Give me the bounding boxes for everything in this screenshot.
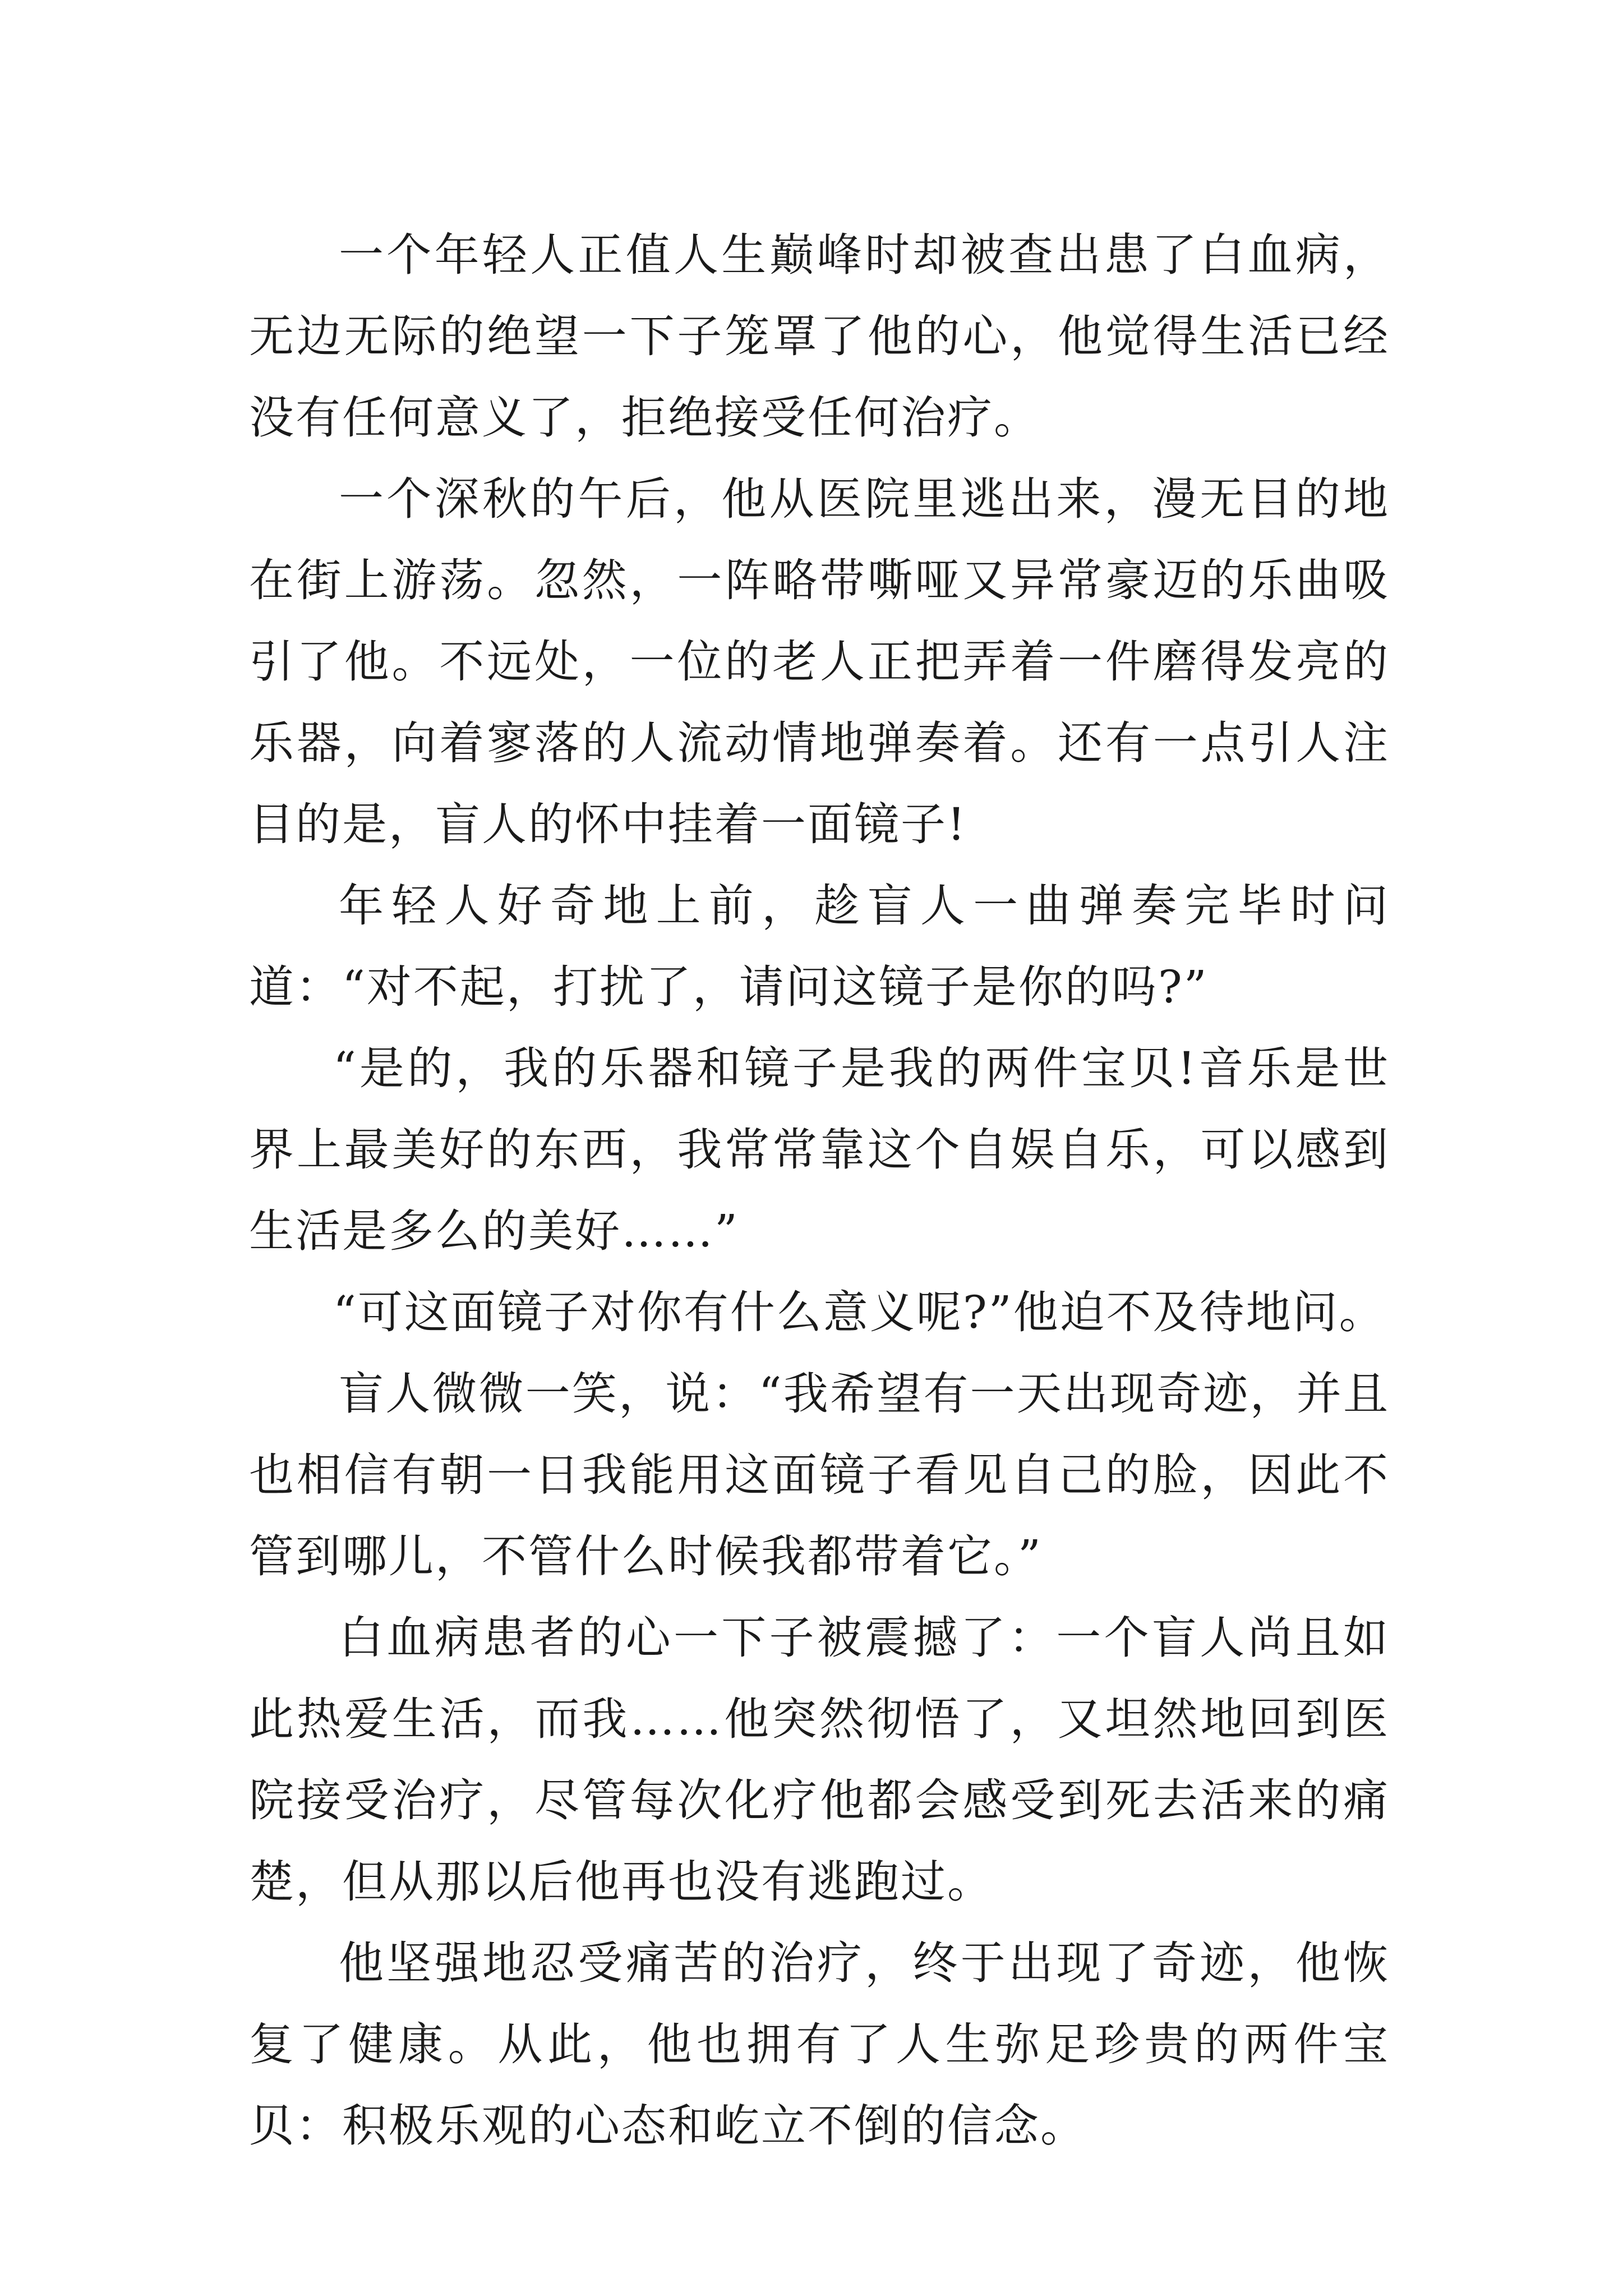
paragraph-6: 盲人微微一笑，说：“我希望有一天出现奇迹，并且也相信有朝一日我能用这面镜子看见自己的脸，因此不管到哪儿，不管什么时候我都带着它。” — [249, 1368, 1390, 1582]
document-body — [249, 214, 1390, 2166]
paragraph-4: “是的，我的乐器和镜子是我的两件宝贝!音乐是世界上最美好的东西，我常常靠这个自娱自乐，可以感到生活是多么的美好……” — [249, 1042, 1390, 1257]
paragraph-3: 年轻人好奇地上前，趁盲人一曲弹奏完毕时问道：“对不起，打扰了，请问这镜子是你的吗?” — [249, 880, 1390, 1013]
paragraph-2: 一个深秋的午后，他从医院里逃出来，漫无目的地在街上游荡。忽然，一阵略带嘶哑又异常豪迈的乐曲吸引了他。不远处，一位的老人正把弄着一件磨得发亮的乐器，向着寥落的人流动情地弹奏着。还有一点引人注目的是，盲人的怀中挂着一面镜子! — [249, 473, 1390, 850]
paragraph-8: 他坚强地忍受痛苦的治疗，终于出现了奇迹，他恢复了健康。从此，他也拥有了人生弥足珍贵的两件宝贝：积极乐观的心态和屹立不倒的信念。 — [249, 1937, 1390, 2152]
paragraph-1: 一个年轻人正值人生巅峰时却被查出患了白血病，无边无际的绝望一下子笼罩了他的心，他觉得生活已经没有任何意义了，拒绝接受任何治疗。 — [249, 229, 1390, 444]
paragraph-7: 白血病患者的心一下子被震撼了：一个盲人尚且如此热爱生活，而我……他突然彻悟了，又坦然地回到医院接受治疗，尽管每次化疗他都会感受到死去活来的痛楚，但从那以后他再也没有逃跑过。 — [249, 1612, 1390, 1908]
paragraph-5: “可这面镜子对你有什么意义呢?”他迫不及待地问。 — [333, 1286, 1386, 1338]
